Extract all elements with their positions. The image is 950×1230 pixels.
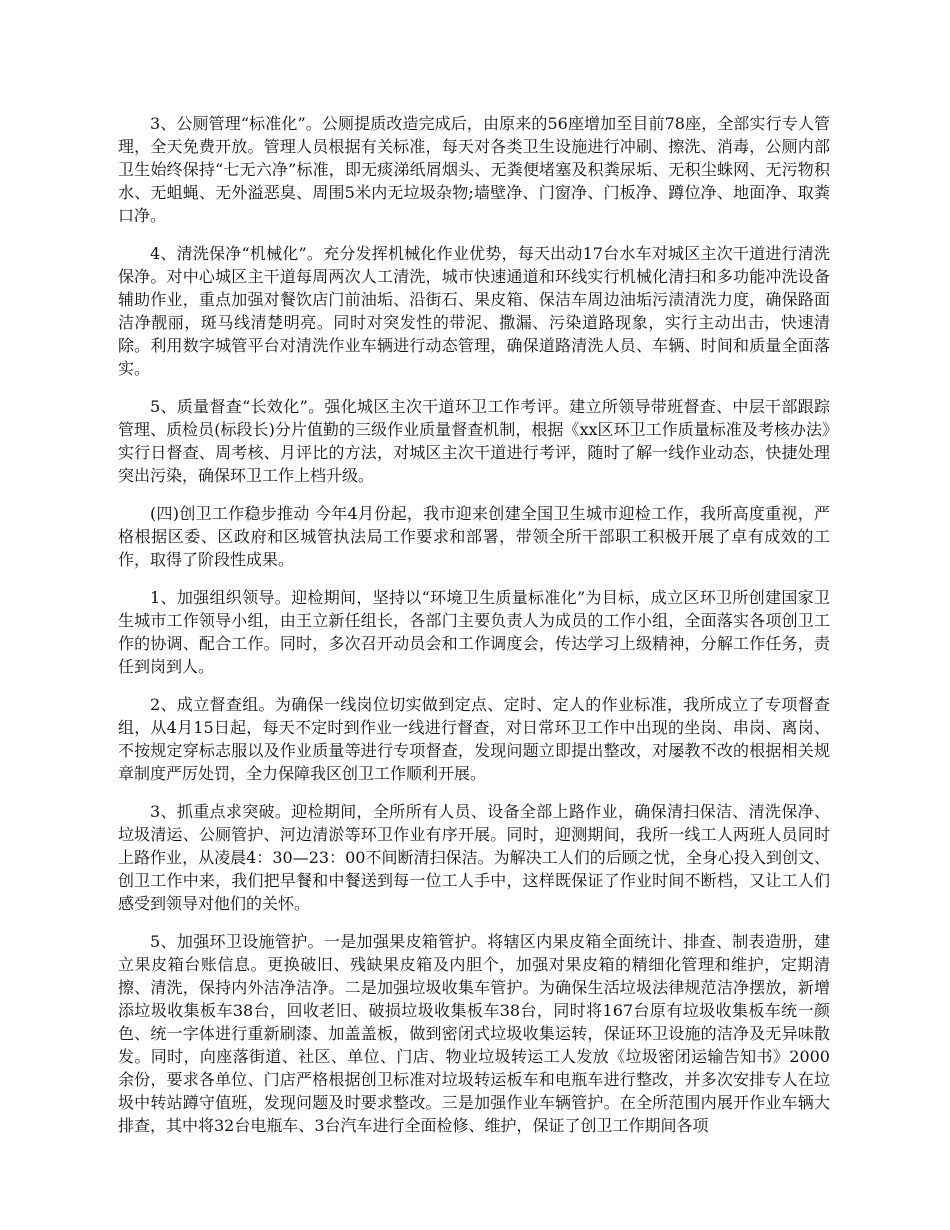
paragraph-inspection-team: 2、成立督查组。为确保一线岗位切实做到定点、定时、定人的作业标准，我所成立了专项督查组，从4月15日起，每天不定时到作业一线进行督查，对日常环卫工作中出现的坐岗、串岗、离岗、不按规定穿标志服以及作业质量等进行专项督查，发现问题立即提出整改，对屡教不改的根据相关规章制度严厉处罚，全力保障我区创卫工作顺利开展。	[118, 695, 830, 783]
paragraph-key-breakthrough: 3、抓重点求突破。迎检期间，全所所有人员、设备全部上路作业，确保清扫保洁、清洗保净、垃圾清运、公厕管护、河边清淤等环卫作业有序开展。同时，迎测期间，我所一线工人两班人员同时上路作业，从凌晨4：30—23：00不间断清扫保洁。为解决工人们的后顾之忧，全身心投入到创文、创卫工作中来，我们把早餐和中餐送到每一位工人手中，这样既保证了作业时间不断档，又让工人们感受到领导对他们的关怀。	[118, 802, 830, 913]
paragraph-quality-supervision: 5、质量督查“长效化”。强化城区主次干道环卫工作考评。建立所领导带班督查、中层干部跟踪管理、质检员(标段长)分片值勤的三级作业质量督查机制，根据《xx区环卫工作质量标准及考核办法》实行日督查、周考核、月评比的方法，对城区主次干道进行考评，随时了解一线作业动态，快捷处理突出污染，确保环卫工作上档升级。	[118, 397, 830, 485]
paragraph-facility-maintenance: 5、加强环卫设施管护。一是加强果皮箱管护。将辖区内果皮箱全面统计、排查、制表造册，建立果皮箱台账信息。更换破旧、残缺果皮箱及内胆个，加强对果皮箱的精细化管理和维护，定期清擦、清洗，保持内外洁净洁净。二是加强垃圾收集车管护。为确保生活垃圾法律规范洁净摆放，新增添垃圾收集板车38台，回收老旧、破损垃圾收集板车38台，同时将167台原有垃圾收集板车统一颜色、统一字体进行重新刷漆、加盖盖板，做到密闭式垃圾收集运转，保证环卫设施的洁净及无异味散发。同时，向座落街道、社区、单位、门店、物业垃圾转运工人发放《垃圾密闭运输告知书》2000余份，要求各单位、门店严格根据创卫标准对垃圾转运板车和电瓶车进行整改，并多次安排专人在垃圾中转站蹲守值班，发现问题及时要求整改。三是加强作业车辆管护。在全所范围内展开作业车辆大排查，其中将32台电瓶车、3台汽车进行全面检修、维护，保证了创卫工作期间各项	[118, 932, 830, 1135]
paragraph-road-washing: 4、清洗保净“机械化”。充分发挥机械化作业优势，每天出动17台水车对城区主次干道进行清洗保净。对中心城区主干道每周两次人工清洗，城市快速通道和环线实行机械化清扫和多功能冲洗设备辅助作业，重点加强对餐饮店门前油垢、沿街石、果皮箱、保洁车周边油垢污渍清洗力度，确保路面洁净靓丽，斑马线清楚明亮。同时对突发性的带泥、撒漏、污染道路现象，实行主动出击，快速清除。利用数字城管平台对清洗作业车辆进行动态管理，确保道路清洗人员、车辆、时间和质量全面落实。	[118, 244, 830, 378]
paragraph-public-toilet: 3、公厕管理“标准化”。公厕提质改造完成后，由原来的56座增加至目前78座，全部实行专人管理，全天免费开放。管理人员根据有关标准，每天对各类卫生设施进行冲刷、擦洗、消毒，公厕内部卫生始终保持“七无六净”标准，即无痰涕纸屑烟头、无粪便堵塞及积粪尿垢、无积尘蛛网、无污物积水、无蛆蝇、无外溢恶臭、周围5米内无垃圾杂物;墙壁净、门窗净、门板净、蹲位净、地面净、取粪口净。	[118, 114, 830, 225]
document-body	[118, 112, 830, 1152]
paragraph-sanitary-city-campaign: (四)创卫工作稳步推动 今年4月份起，我市迎来创建全国卫生城市迎检工作，我所高度重视，严格根据区委、区政府和区城管执法局工作要求和部署，带领全所干部职工积极开展了卓有成效的工作，取得了阶段性成果。	[118, 504, 830, 569]
paragraph-organization-leadership: 1、加强组织领导。迎检期间，坚持以“环境卫生质量标准化”为目标，成立区环卫所创建国家卫生城市工作领导小组，由王立新任组长，各部门主要负责人为成员的工作小组，全面落实各项创卫工作的协调、配合工作。同时，多次召开动员会和工作调度会，传达学习上级精神，分解工作任务，责任到岗到人。	[118, 588, 830, 676]
